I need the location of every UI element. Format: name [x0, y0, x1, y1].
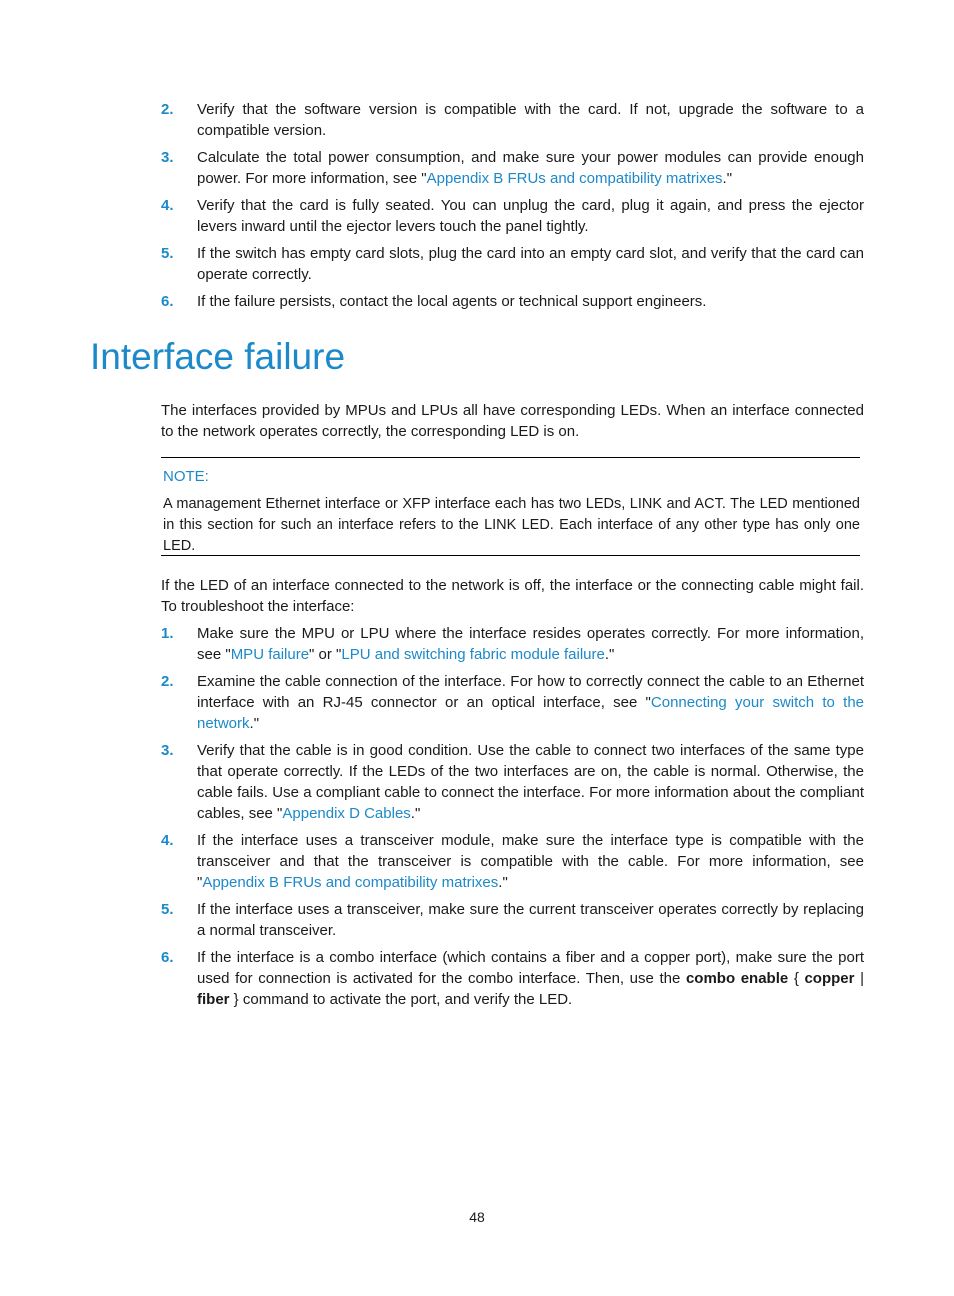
command-combo-enable: combo enable: [685, 970, 789, 987]
note-box: [161, 457, 860, 556]
list-text: Examine the cable connection of the interface. For how to correctly connect the cable to an Ethernet interface with an RJ-45 connector or an optical interface, see ": [197, 673, 864, 711]
list-number: 2.: [161, 101, 174, 118]
list-text: Verify that the cable is in good condition. Use the cable to connect two interfaces of the same type that operate correctly. If the LEDs of the two interfaces are on, the cable is normal. Otherwise, the cable fails. Use a compliant cable to connect the interface. For more information about the compliant cables, see ": [197, 742, 864, 822]
list-text-tail: } command to activate the port, and verify the LED.: [229, 991, 573, 1008]
note-label: NOTE:: [163, 468, 209, 485]
list-text: If the failure persists, contact the local agents or technical support engineers.: [197, 293, 707, 310]
list-text: Verify that the software version is compatible with the card. If not, upgrade the software to a compatible version.: [197, 101, 864, 139]
intro-paragraph: The interfaces provided by MPUs and LPUs all have corresponding LEDs. When an interface connected to the network operates correctly, the corresponding LED is on.: [161, 402, 864, 440]
list-item: [161, 291, 864, 312]
card-troubleshoot-list: [161, 99, 864, 318]
list-number: 4.: [161, 197, 174, 214]
list-text-tail: .": [410, 805, 421, 822]
list-number: 2.: [161, 673, 174, 690]
list-item: [161, 243, 864, 285]
link-appendix-d[interactable]: Appendix D Cables: [282, 805, 411, 822]
command-separator: |: [854, 970, 864, 987]
list-text: Calculate the total power consumption, and make sure your power modules can provide enough power. For more information, see ": [197, 149, 864, 187]
list-number: 6.: [161, 949, 174, 966]
link-mpu-failure[interactable]: MPU failure: [230, 646, 310, 663]
list-item: [161, 740, 864, 824]
list-item: [161, 899, 864, 941]
list-number: 5.: [161, 901, 174, 918]
list-number: 6.: [161, 293, 174, 310]
list-number: 5.: [161, 245, 174, 262]
list-text: If the switch has empty card slots, plug the card into an empty card slot, and verify that the card can operate correctly.: [197, 245, 864, 283]
list-number: 3.: [161, 742, 174, 759]
list-text: If the interface is a combo interface (which contains a fiber and a copper port), make sure the port used for connection is activated for the combo interface. Then, use the: [197, 949, 864, 987]
list-text-tail: .": [498, 874, 508, 891]
link-appendix-b[interactable]: Appendix B FRUs and compatibility matrixes: [202, 874, 499, 891]
link-lpu-failure[interactable]: LPU and switching fabric module failure: [341, 646, 605, 663]
link-appendix-b[interactable]: Appendix B FRUs and compatibility matrixes: [426, 170, 723, 187]
troubleshoot-intro: If the LED of an interface connected to the network is off, the interface or the connecting cable might fail. To troubleshoot the interface:: [161, 577, 864, 615]
list-item: [161, 947, 864, 1010]
list-number: 3.: [161, 149, 174, 166]
command-option-copper: copper: [804, 970, 855, 987]
list-text: Make sure the MPU or LPU where the interface resides operates correctly. For more information, see ": [197, 625, 864, 663]
list-item: [161, 195, 864, 237]
command-brace: {: [788, 970, 805, 987]
list-text-tail: .": [722, 170, 733, 187]
list-text: Verify that the card is fully seated. You can unplug the card, plug it again, and press the ejector levers inward until the ejector levers touch the panel tightly.: [197, 197, 864, 235]
list-text: If the interface uses a transceiver, make sure the current transceiver operates correctly by replacing a normal transceiver.: [197, 901, 864, 939]
command-option-fiber: fiber: [197, 991, 230, 1008]
list-item: [161, 147, 864, 189]
list-item: [161, 99, 864, 141]
link-connecting-switch[interactable]: Connecting your switch to the network: [197, 694, 864, 732]
list-text-mid: " or ": [309, 646, 342, 663]
list-item: [161, 671, 864, 734]
list-text-tail: .": [249, 715, 260, 732]
list-item: [161, 623, 864, 665]
list-text: If the interface uses a transceiver module, make sure the interface type is compatible with the transceiver and that the transceiver is compatible with the cable. For more information, see ": [197, 832, 864, 891]
note-text: A management Ethernet interface or XFP interface each has two LEDs, LINK and ACT. The LED mentioned in this section for such an interface refers to the LINK LED. Each interface of any other type has only one LED.: [163, 496, 860, 554]
section-title: Interface failure: [90, 336, 346, 377]
list-number: 1.: [161, 625, 174, 642]
list-text-tail: .": [604, 646, 615, 663]
list-number: 4.: [161, 832, 174, 849]
page-number: 48: [469, 1209, 485, 1225]
list-item: [161, 830, 864, 893]
interface-troubleshoot-list: [161, 623, 864, 1016]
